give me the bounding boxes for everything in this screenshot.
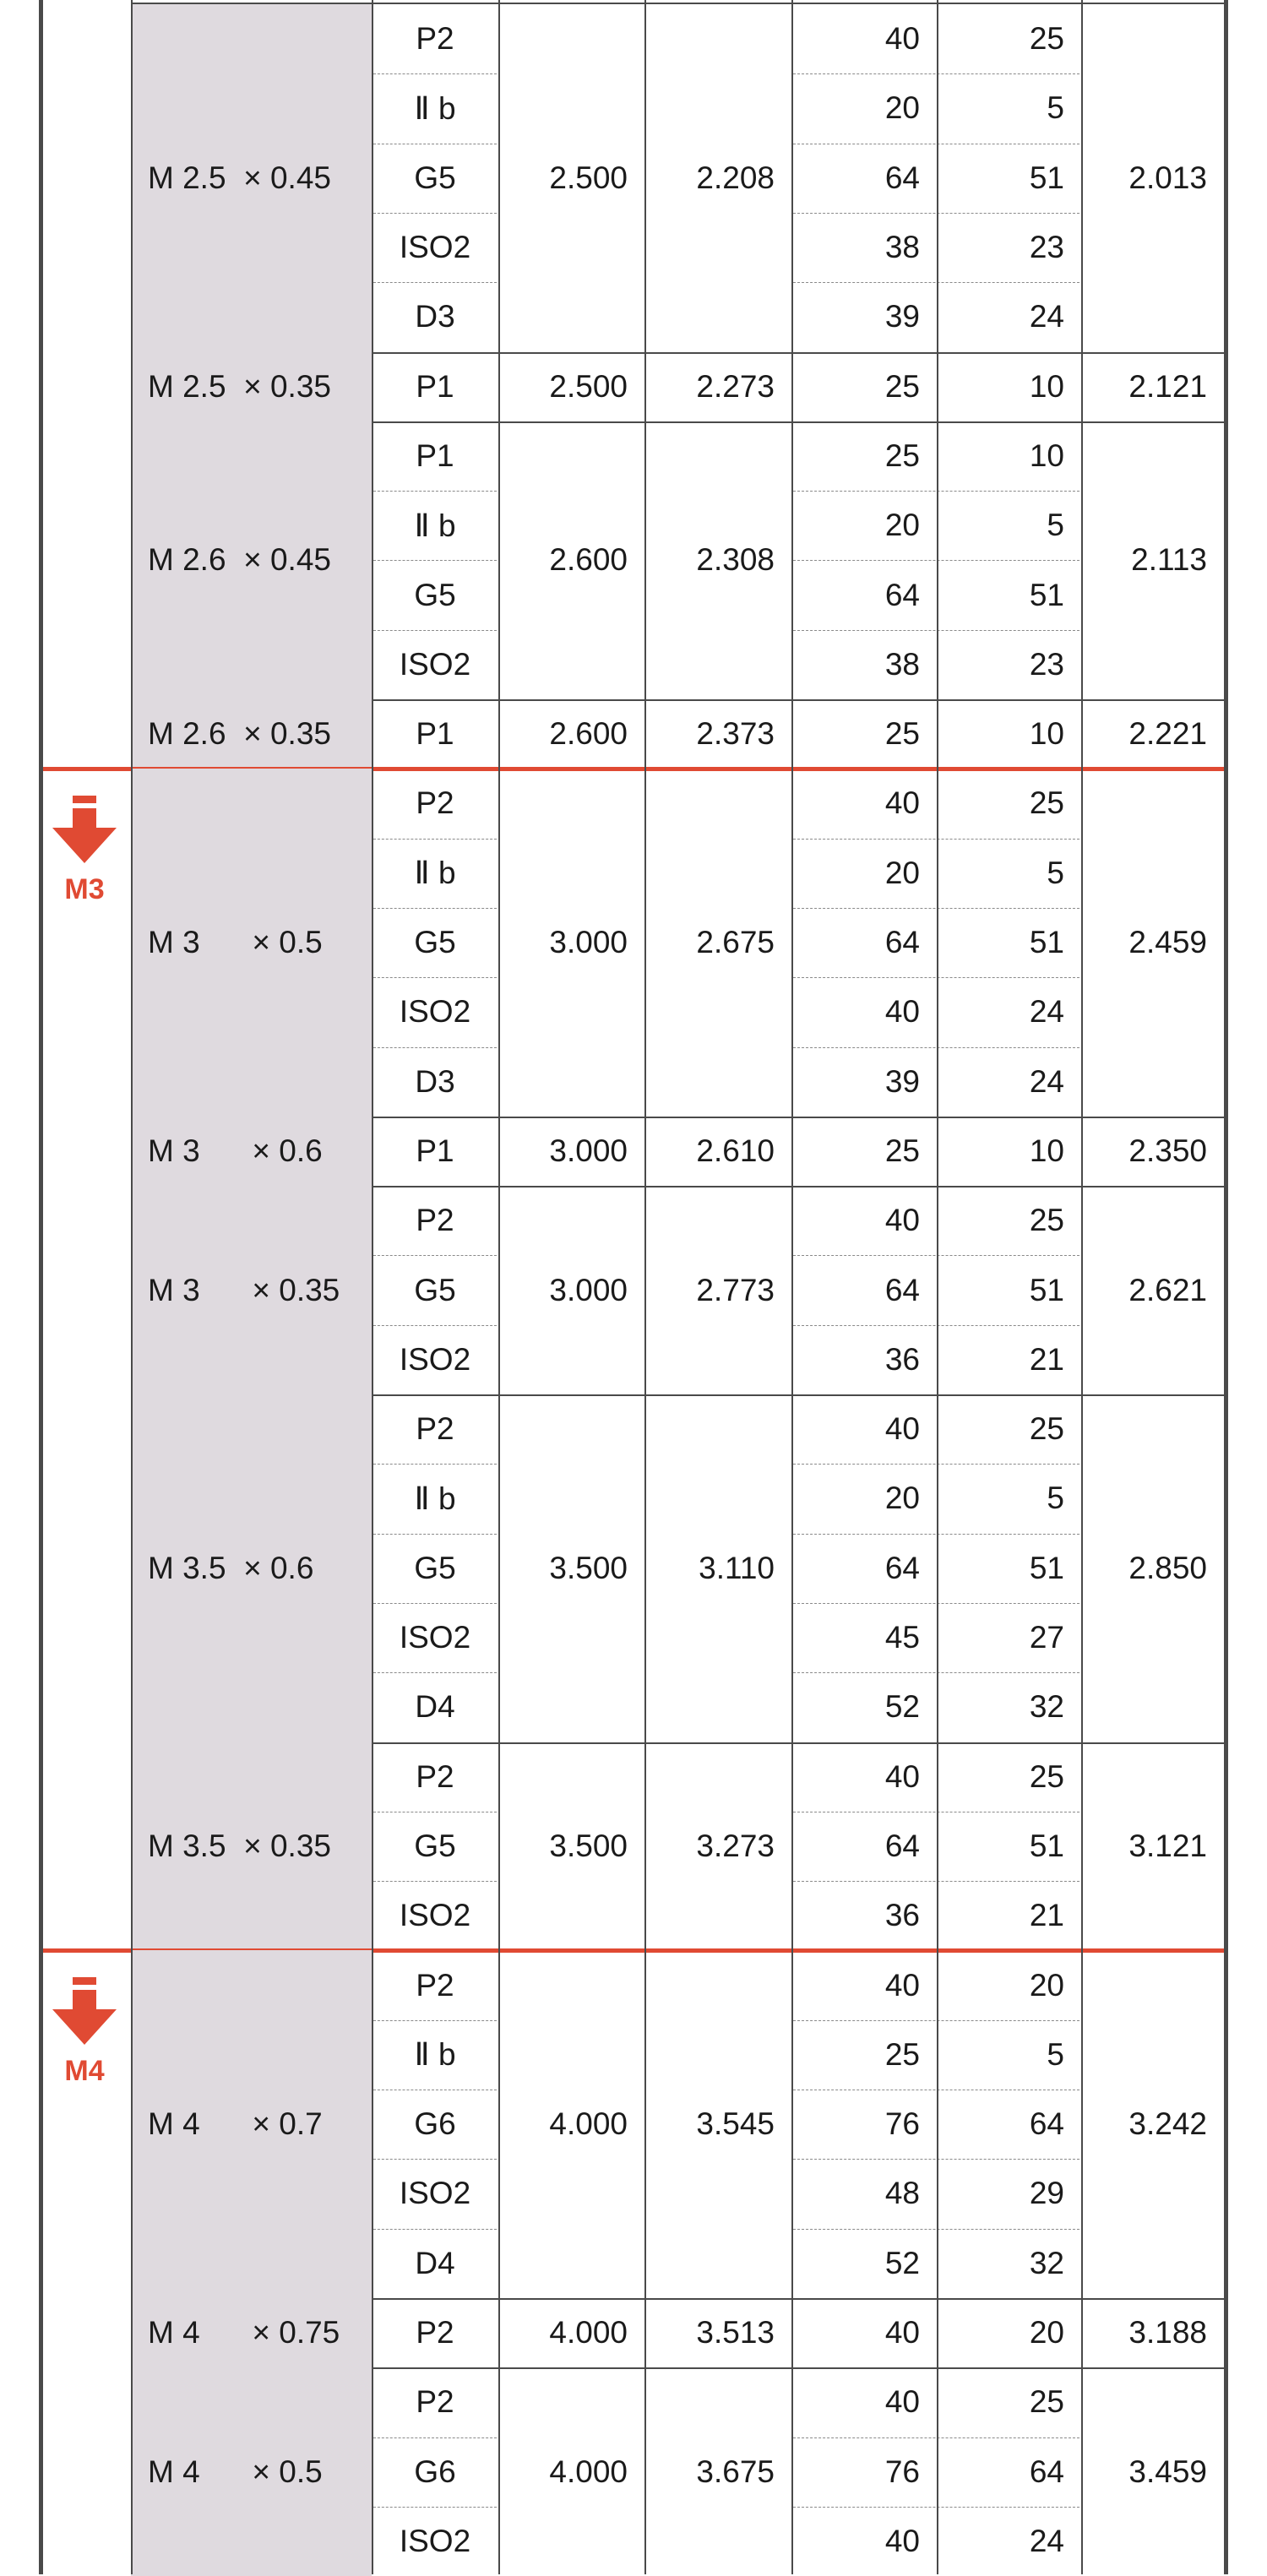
pitch-diameter: 3.273	[696, 1828, 775, 1863]
minor-diameter: 2.013	[1128, 160, 1207, 195]
tolerance-class: ISO2	[399, 2523, 471, 2558]
row-divider	[373, 213, 497, 214]
tolerance-upper: 38	[884, 230, 920, 265]
tolerance-upper: 76	[884, 2454, 920, 2489]
thread-size: M 3 × 0.6	[131, 1117, 372, 1186]
tolerance-upper: 25	[884, 2036, 920, 2072]
column-divider	[498, 0, 500, 2574]
row-divider	[373, 73, 497, 74]
tolerance-upper: 25	[884, 437, 920, 473]
tolerance-lower: 10	[1029, 437, 1064, 473]
tolerance-class: P2	[416, 1967, 454, 2003]
tolerance-lower: 25	[1029, 785, 1064, 821]
tolerance-upper: 25	[884, 716, 920, 752]
tolerance-class: P1	[416, 1133, 454, 1168]
major-diameter: 3.500	[549, 1828, 628, 1863]
row-divider	[373, 2507, 497, 2508]
row-divider	[373, 560, 497, 561]
major-diameter: 4.000	[549, 2454, 628, 2489]
minor-diameter: 2.121	[1128, 368, 1207, 404]
tolerance-lower: 24	[1029, 994, 1064, 1030]
thread-size: M 4 × 0.5	[131, 2367, 372, 2576]
tolerance-lower: 25	[1029, 1203, 1064, 1238]
pitch-diameter: 2.273	[696, 368, 775, 404]
row-divider	[373, 1255, 497, 1256]
right-border	[1224, 0, 1228, 2574]
tolerance-class: P2	[416, 1758, 454, 1794]
tolerance-class: G5	[414, 1272, 456, 1307]
tolerance-lower: 24	[1029, 1063, 1064, 1099]
tolerance-lower: 29	[1029, 2176, 1064, 2211]
tolerance-upper: 20	[884, 855, 920, 890]
tolerance-class: ISO2	[399, 1898, 471, 1933]
major-diameter: 2.500	[549, 160, 628, 195]
down-arrow-icon	[51, 1975, 118, 2046]
tolerance-class: ISO2	[399, 994, 471, 1030]
row-divider	[373, 1325, 497, 1326]
row-divider	[373, 1534, 497, 1535]
tolerance-class: G5	[414, 1828, 456, 1863]
thread-size: M 3.5 × 0.6	[131, 1394, 372, 1742]
minor-diameter: 3.459	[1128, 2454, 1207, 2489]
row-divider	[373, 1464, 497, 1465]
minor-diameter: 3.242	[1128, 2106, 1207, 2142]
tolerance-class: P2	[416, 785, 454, 821]
major-diameter: 3.500	[549, 1550, 628, 1585]
thread-size: M 2.5 × 0.45	[131, 4, 372, 352]
column-divider	[937, 0, 938, 2574]
row-divider	[373, 2020, 497, 2021]
tolerance-class: Ⅱ b	[414, 90, 456, 126]
row-divider	[373, 2229, 497, 2230]
row-divider	[373, 630, 497, 631]
thread-size: M 4 × 0.75	[131, 2298, 372, 2367]
tolerance-lower: 20	[1029, 2315, 1064, 2350]
tolerance-upper: 25	[884, 368, 920, 404]
tolerance-upper: 39	[884, 1063, 920, 1099]
tolerance-class: Ⅱ b	[414, 1481, 456, 1516]
tolerance-lower: 32	[1029, 2245, 1064, 2280]
pitch-diameter: 2.610	[696, 1133, 775, 1168]
tolerance-class: D4	[415, 1689, 455, 1725]
section-marker	[51, 794, 118, 906]
thread-size: M 3 × 0.35	[131, 1186, 372, 1394]
tolerance-upper: 40	[884, 1758, 920, 1794]
column-divider	[791, 0, 793, 2574]
tolerance-upper: 52	[884, 2245, 920, 2280]
tolerance-lower: 25	[1029, 21, 1064, 57]
tolerance-lower: 5	[1047, 855, 1064, 890]
tolerance-class: G6	[414, 2106, 456, 2142]
row-divider	[373, 977, 497, 978]
column-divider	[372, 0, 373, 2574]
row-divider	[373, 491, 497, 492]
tolerance-lower: 51	[1029, 925, 1064, 960]
row-divider	[373, 282, 497, 283]
major-diameter: 3.000	[549, 925, 628, 960]
tolerance-lower: 27	[1029, 1620, 1064, 1655]
tolerance-upper: 20	[884, 508, 920, 543]
major-diameter: 3.000	[549, 1272, 628, 1307]
tolerance-lower: 64	[1029, 2106, 1064, 2142]
tolerance-upper: 36	[884, 1341, 920, 1377]
pitch-diameter: 3.110	[699, 1550, 775, 1585]
row-divider	[373, 1672, 497, 1673]
tolerance-class: ISO2	[399, 2176, 471, 2211]
row-divider	[373, 839, 497, 840]
tolerance-class: P1	[416, 368, 454, 404]
tolerance-lower: 25	[1029, 2384, 1064, 2420]
tolerance-upper: 20	[884, 1481, 920, 1516]
tolerance-lower: 10	[1029, 1133, 1064, 1168]
tolerance-class: P2	[416, 2384, 454, 2420]
tolerance-upper: 40	[884, 2523, 920, 2558]
tolerance-lower: 32	[1029, 1689, 1064, 1725]
tolerance-class: ISO2	[399, 1341, 471, 1377]
thread-size: M 2.6 × 0.45	[131, 421, 372, 699]
tolerance-lower: 51	[1029, 1550, 1064, 1585]
tolerance-class: P2	[416, 1203, 454, 1238]
pitch-diameter: 2.773	[696, 1272, 775, 1307]
tolerance-class: Ⅱ b	[414, 508, 456, 543]
pitch-diameter: 2.373	[696, 716, 775, 752]
column-divider	[131, 0, 133, 2574]
tolerance-upper: 20	[884, 90, 920, 126]
tolerance-class: ISO2	[399, 646, 471, 682]
column-divider	[644, 0, 646, 2574]
minor-diameter: 2.850	[1128, 1550, 1207, 1585]
tolerance-upper: 25	[884, 1133, 920, 1168]
tolerance-upper: 39	[884, 299, 920, 334]
tolerance-lower: 24	[1029, 299, 1064, 334]
tolerance-class: P2	[416, 1411, 454, 1447]
pitch-diameter: 2.208	[696, 160, 775, 195]
tolerance-upper: 40	[884, 1203, 920, 1238]
thread-size: M 4 × 0.7	[131, 1950, 372, 2298]
left-border	[39, 0, 43, 2574]
major-diameter: 2.500	[549, 368, 628, 404]
tolerance-class: Ⅱ b	[414, 2037, 456, 2073]
tolerance-class: D3	[415, 299, 455, 334]
row-divider	[373, 1047, 497, 1048]
tolerance-lower: 5	[1047, 90, 1064, 126]
tolerance-upper: 40	[884, 2384, 920, 2420]
row-divider	[373, 1881, 497, 1882]
tolerance-class: P1	[416, 716, 454, 752]
tolerance-class: Ⅱ b	[414, 856, 456, 891]
major-diameter: 4.000	[549, 2106, 628, 2142]
tolerance-class: P2	[416, 2315, 454, 2350]
tolerance-upper: 40	[884, 1967, 920, 2003]
tolerance-class: G5	[414, 1550, 456, 1585]
tolerance-upper: 36	[884, 1898, 920, 1933]
tolerance-upper: 52	[884, 1689, 920, 1725]
tolerance-lower: 51	[1029, 1272, 1064, 1307]
tolerance-upper: 45	[884, 1620, 920, 1655]
row-divider	[373, 2159, 497, 2160]
tolerance-lower: 5	[1047, 2036, 1064, 2072]
minor-diameter: 3.121	[1128, 1828, 1207, 1863]
pitch-diameter: 2.308	[696, 542, 775, 578]
tolerance-lower: 21	[1029, 1341, 1064, 1377]
tolerance-class: P1	[416, 437, 454, 473]
minor-diameter: 2.621	[1128, 1272, 1207, 1307]
major-diameter: 4.000	[549, 2315, 628, 2350]
tolerance-class: ISO2	[399, 230, 471, 265]
minor-diameter: 2.221	[1128, 716, 1207, 752]
thread-size: M 2.6 × 0.35	[131, 699, 372, 769]
column-divider	[1081, 0, 1083, 2574]
tolerance-class: P2	[416, 21, 454, 57]
tolerance-upper: 64	[884, 1272, 920, 1307]
tolerance-lower: 10	[1029, 368, 1064, 404]
tolerance-lower: 5	[1047, 508, 1064, 543]
major-diameter: 3.000	[549, 1133, 628, 1168]
thread-size: M 2.5 × 0.35	[131, 352, 372, 421]
tolerance-lower: 25	[1029, 1758, 1064, 1794]
tolerance-class: G5	[414, 925, 456, 960]
tolerance-class: D4	[415, 2245, 455, 2280]
tolerance-upper: 64	[884, 1550, 920, 1585]
tolerance-upper: 48	[884, 2176, 920, 2211]
tolerance-upper: 64	[884, 160, 920, 195]
tolerance-lower: 10	[1029, 716, 1064, 752]
row-divider	[373, 1603, 497, 1604]
tolerance-upper: 40	[884, 2315, 920, 2350]
tolerance-upper: 38	[884, 646, 920, 682]
tolerance-lower: 64	[1029, 2454, 1064, 2489]
pitch-diameter: 3.513	[696, 2315, 775, 2350]
tolerance-upper: 40	[884, 785, 920, 821]
tolerance-lower: 23	[1029, 230, 1064, 265]
tolerance-class: ISO2	[399, 1620, 471, 1655]
tolerance-upper: 40	[884, 21, 920, 57]
thread-size: M 3 × 0.5	[131, 769, 372, 1117]
minor-diameter: 3.188	[1128, 2315, 1207, 2350]
tolerance-lower: 20	[1029, 1967, 1064, 2003]
section-label: M4	[64, 2055, 105, 2088]
tolerance-upper: 40	[884, 994, 920, 1030]
tolerance-lower: 25	[1029, 1411, 1064, 1447]
down-arrow-icon	[51, 794, 118, 865]
tolerance-upper: 64	[884, 925, 920, 960]
pitch-diameter: 3.675	[696, 2454, 775, 2489]
tolerance-lower: 5	[1047, 1481, 1064, 1516]
minor-diameter: 2.350	[1128, 1133, 1207, 1168]
tolerance-upper: 76	[884, 2106, 920, 2142]
tolerance-lower: 51	[1029, 1828, 1064, 1863]
tolerance-upper: 64	[884, 1828, 920, 1863]
thread-size: M 3.5 × 0.35	[131, 1742, 372, 1951]
tolerance-class: D3	[415, 1063, 455, 1099]
section-label: M3	[64, 873, 105, 906]
pitch-diameter: 2.675	[696, 925, 775, 960]
major-diameter: 2.600	[549, 542, 628, 578]
tolerance-lower: 51	[1029, 160, 1064, 195]
tolerance-lower: 21	[1029, 1898, 1064, 1933]
tolerance-lower: 23	[1029, 646, 1064, 682]
major-diameter: 2.600	[549, 716, 628, 752]
tolerance-upper: 40	[884, 1411, 920, 1447]
row-divider	[373, 908, 497, 909]
row-divider	[373, 2437, 497, 2438]
tolerance-class: G6	[414, 2454, 456, 2489]
tolerance-lower: 24	[1029, 2523, 1064, 2558]
minor-diameter: 2.459	[1128, 925, 1207, 960]
pitch-diameter: 3.545	[696, 2106, 775, 2142]
tolerance-lower: 51	[1029, 577, 1064, 612]
minor-diameter: 2.113	[1131, 542, 1207, 578]
section-marker	[51, 1975, 118, 2088]
tolerance-upper: 64	[884, 577, 920, 612]
tolerance-class: G5	[414, 577, 456, 612]
tolerance-class: G5	[414, 160, 456, 195]
